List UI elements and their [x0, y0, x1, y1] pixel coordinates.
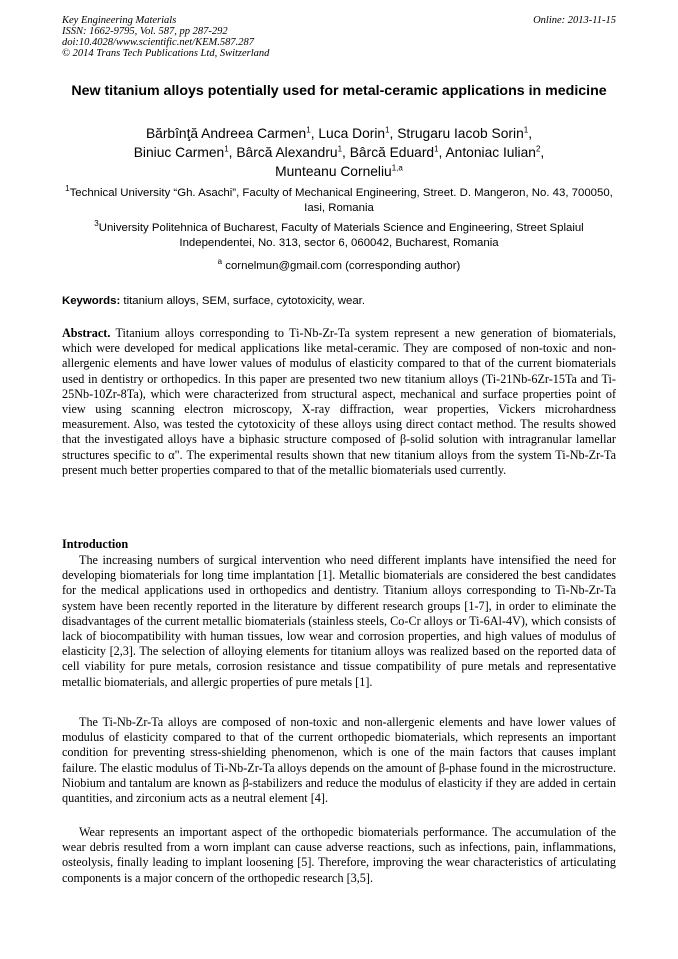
author-affiliation-mark: 1 — [224, 144, 229, 154]
author-name: Munteanu Corneliu — [275, 164, 392, 179]
paragraph: The increasing numbers of surgical intervention who need different implants have intensified the need for developing biomaterials for long time implantation [1]. Metallic biomaterials are considered the best candidates for the medical applications used in orthopedics and dentistry. Titanium alloys corresponding to Ti-Nb-Zr-Ta system have been recently reported in the literature by different research groups [1-7], in order to eliminate the disadvantages of the current metallic biomaterials (stainless steels, Co-Cr alloys or Ti-6Al-4V), which consists of lack of biocompatibility with human tissues, low wear and corrosion properties, and high values of modulus of elasticity [2,3]. The selection of alloying elements for titanium alloys was realized based on the reported data of cell viability for pure metals, corrosion resistance and tissue compatibility of pure metals and representative metallic biomaterials, and allergic properties of pure metals [1]. — [62, 553, 616, 689]
author-affiliation-mark: 1,a — [391, 163, 403, 173]
keywords-label: Keywords: — [62, 295, 121, 307]
author-name: Antoniac Iulian — [445, 145, 536, 160]
corresponding-email: cornelmun@gmail.com (corresponding author) — [225, 260, 461, 272]
journal-header — [62, 15, 616, 59]
abstract-label: Abstract. — [62, 326, 111, 340]
author-affiliation-mark: 1 — [523, 125, 529, 135]
section-heading-introduction: Introduction — [62, 537, 129, 551]
author-affiliation-mark: 1 — [434, 144, 439, 154]
copyright-line: © 2014 Trans Tech Publications Ltd, Switzerland — [62, 48, 270, 59]
keywords — [62, 294, 616, 309]
paragraph: Wear represents an important aspect of the orthopedic biomaterials performance. The accumulation of the wear debris resulted from a worn implant can cause adverse reactions, such as infections, pain, inflammations, osteolysis, finally leading to implant loosening [5]. Therefore, improving the wear characteristics of articulating components is a major concern of the orthopedic research [3,5]. — [62, 825, 616, 885]
author-affiliation-mark: 1 — [337, 144, 343, 154]
paragraph: The Ti-Nb-Zr-Ta alloys are composed of non-toxic and non-allergenic elements and have lower values of modulus of elasticity compared to that of the current orthopedic biomaterials, which represents an important condition for preventing stress-shielding phenomenon, which is one of the main factors that causes implant failure. The elastic modulus of Ti-Nb-Zr-Ta alloys depends on the amount of β-phase found in the microstructure. Niobium and tantalum are known as β-stabilizers and reduce the modulus of elasticity if they are added in certain quantities, and zirconium acts as a neutral element [4]. — [62, 715, 616, 806]
abstract-text: Titanium alloys corresponding to Ti-Nb-Zr-Ta system represent a new generation of biomaterials, which were developed for medical applications like metal-ceramic. They are composed of non-toxic and non-allergenic elements and have lower values of modulus of elasticity compared to that of the current biomaterials used in dentistry or orthopedics. In this paper are presented two new titanium alloys (Ti-21Nb-6Zr-15Ta and Ti-25Nb-10Zr-8Ta), which were characterized from structural aspect, mechanical and surface properties point of view using scanning electron microscopy, X-ray diffraction, wear properties, Vickers microhardness measurement. Also, was tested the cytotoxicity of these alloys using direct contact method. The results showed that the investigated alloys have a biphasic structure composed of β-solid solution with intragranular lamellar structures specific to α". The experimental results shown that new titanium alloys from the system Ti-Nb-Zr-Ta present much better properties compared to that of the metallic biomaterials used currently. — [62, 326, 617, 477]
online-date: Online: 2013-11-15 — [533, 15, 616, 26]
author-name: Bârcă Alexandru — [236, 145, 338, 160]
author-name: Strugaru Iacob Sorin — [397, 126, 524, 141]
author-name: Bârcă Eduard — [349, 145, 435, 160]
author-name: Bărbînţă Andreea Carmen — [145, 126, 307, 141]
doi-line: doi:10.4028/www.scientific.net/KEM.587.287 — [62, 37, 254, 48]
affiliation-mark: 3 — [94, 219, 99, 229]
corresponding-author — [62, 259, 616, 274]
author-affiliation-mark: 1 — [385, 125, 390, 135]
author-list: Bărbînţă Andreea Carmen$^1$, Luca Dorin$^1$, Strugaru Iacob Sorin$^1$, Biniuc Carmen$^1$, Bârcă Alexandru$^1$, Bârcă Eduard$^1$, Antoniac Iulian$^2$, Munteanu Corneliu$^{1,a}$ — [133, 125, 545, 179]
author-affiliation-mark: 2 — [535, 144, 541, 154]
affiliation-2 — [62, 221, 616, 251]
author-name: Luca Dorin — [318, 126, 386, 141]
affiliation-1 — [62, 186, 616, 216]
author-name: Biniuc Carmen — [133, 145, 225, 160]
journal-name: Key Engineering Materials — [62, 15, 177, 26]
issn-line: ISSN: 1662-9795, Vol. 587, pp 287-292 — [62, 26, 228, 37]
affiliation-mark: 1 — [65, 184, 70, 194]
keywords-text: titanium alloys, SEM, surface, cytotoxicity, wear. — [123, 295, 366, 307]
paper-title: New titanium alloys potentially used for metal-ceramic applications in medicine — [71, 83, 607, 99]
affiliation-text: University Politehnica of Bucharest, Faculty of Materials Science and Engineering, Street Splaiul Independentei, No. 313, sector 6, 060042, Bucharest, Romania — [98, 222, 584, 249]
author-affiliation-mark: 1 — [306, 125, 311, 135]
affiliation-text: Technical University “Gh. Asachi”, Faculty of Mechanical Engineering, Street. D. Mangeron, No. 43, 700050, Iasi, Romania — [69, 187, 613, 214]
corresponding-mark: a — [217, 257, 223, 267]
abstract — [62, 326, 616, 478]
